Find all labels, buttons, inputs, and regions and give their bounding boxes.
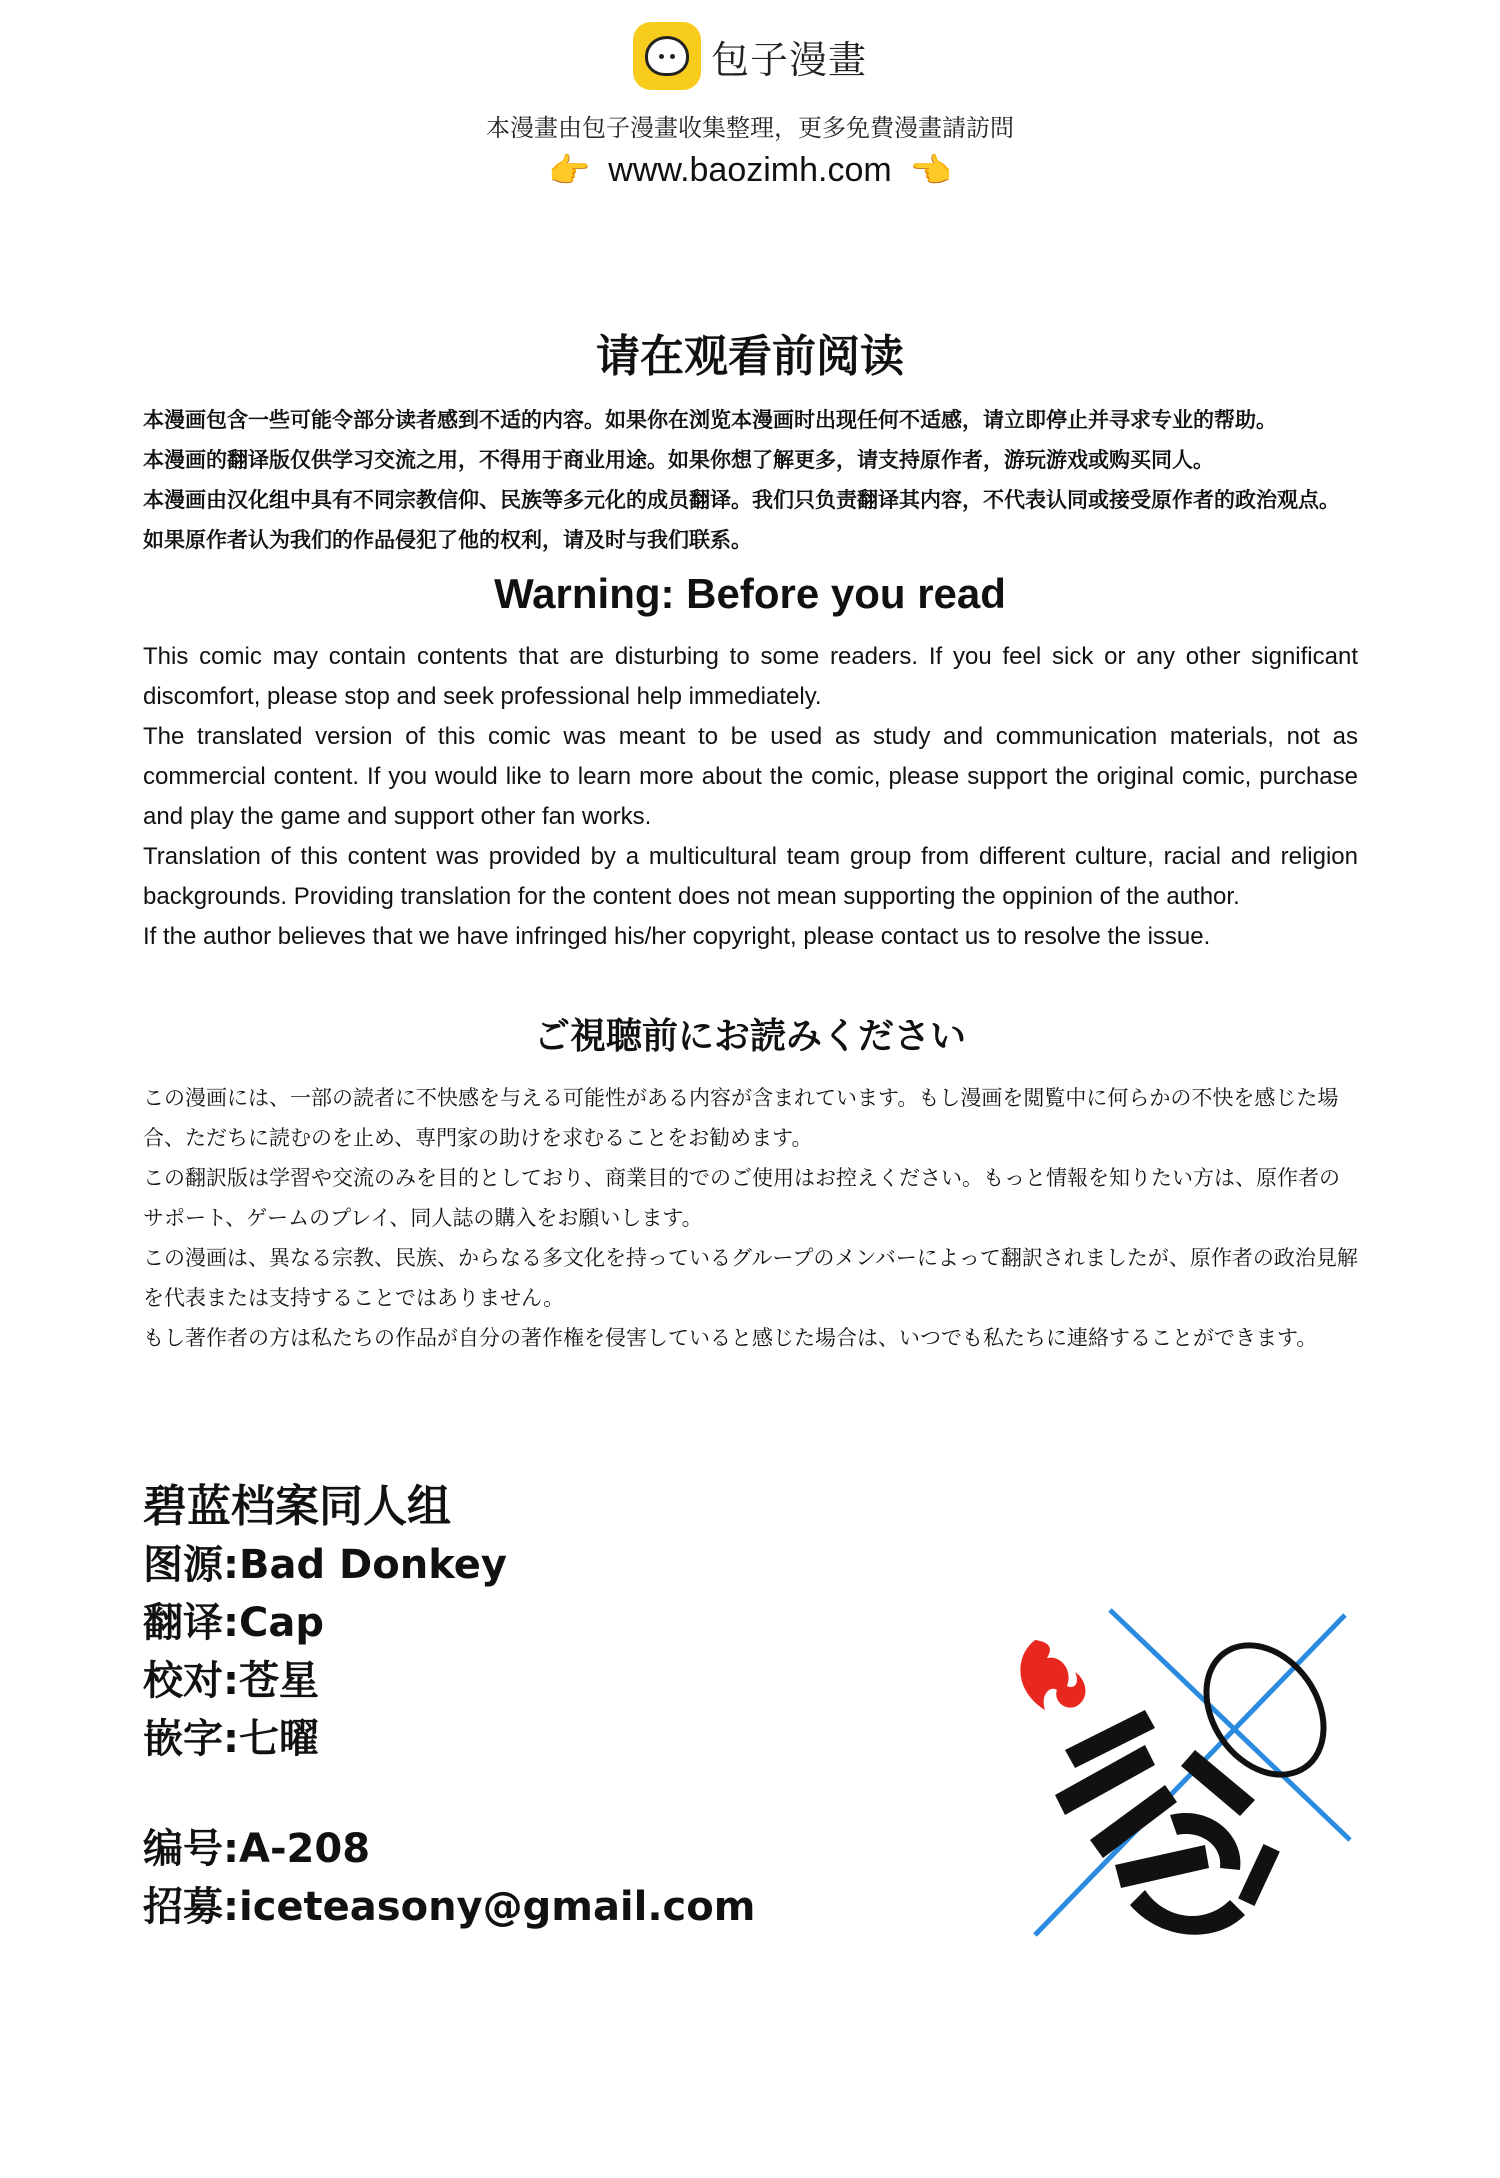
notice-paragraph: この翻訳版は学習や交流のみを目的としており、商業目的でのご使用はお控えください。もっと情報を知りたい方は、原作者のサポート、ゲームのプレイ、同人誌の購入をお願いします。 — [143, 1166, 1340, 1230]
brand-name: 包子漫畫 — [710, 37, 867, 82]
notice-body-japanese — [143, 1078, 1358, 1358]
notice-paragraph: The translated version of this comic was meant to be used as study and communication materials, not as commercial content. If you would like to learn more about the comic, please support the original comic, purchase and play the game and support other fan works. — [143, 723, 1358, 830]
recruit-email[interactable]: 招募:iceteasony@gmail.com — [143, 1884, 756, 1930]
notice-title-japanese: ご視聴前にお読みください — [533, 1016, 966, 1057]
group-name: 碧蓝档案同人组 — [143, 1481, 451, 1532]
pointing-right-icon: 👉 — [547, 150, 591, 191]
site-url-link[interactable]: www.baozimh.com — [608, 151, 892, 189]
notice-paragraph: この漫画は、異なる宗教、民族、からなる多文化を持っているグループのメンバーによって翻訳されましたが、原作者の政治見解を代表または支持することではありません。 — [143, 1246, 1358, 1310]
pointing-left-icon: 👈 — [909, 150, 953, 191]
notice-paragraph: この漫画には、一部の読者に不快感を与える可能性がある内容が含まれています。もし漫画を閲覧中に何らかの不快を感じた場合、ただちに読むのを止め、専門家の助けを求むることをお勧めます。 — [143, 1086, 1339, 1150]
team-emblem-icon — [995, 1600, 1370, 1940]
credit-typesetter: 嵌字:七曜 — [143, 1716, 319, 1762]
credit-proofreader: 校对:苍星 — [143, 1658, 319, 1704]
notice-line: 本漫画包含一些可能令部分读者感到不适的内容。如果你在浏览本漫画时出现任何不适感，请立即停止并寻求专业的帮助。 — [143, 408, 1277, 432]
issue-number: 编号:A-208 — [143, 1826, 371, 1872]
site-brand[interactable] — [633, 22, 867, 90]
steamed-bun-icon — [633, 22, 701, 90]
notice-title-chinese: 请在观看前阅读 — [596, 331, 904, 382]
credits-block — [143, 1478, 755, 1936]
flame-icon — [1020, 1640, 1085, 1710]
notice-line: 本漫画的翻译版仅供学习交流之用，不得用于商业用途。如果你想了解更多，请支持原作者，游玩游戏或购买同人。 — [143, 448, 1214, 472]
notice-paragraph: This comic may contain contents that are disturbing to some readers. If you feel sick or any other significant discomfort, please stop and seek professional help immediately. — [143, 643, 1358, 710]
site-url-row — [548, 151, 952, 190]
credit-source: 图源:Bad Donkey — [143, 1542, 507, 1588]
notice-body-english — [143, 637, 1358, 957]
emblem-cross-line — [1035, 1615, 1345, 1935]
site-header — [0, 22, 1500, 190]
notice-paragraph: もし著作者の方は私たちの作品が自分の著作権を侵害していると感じた場合は、いつでも私たちに連絡することができます。 — [143, 1326, 1318, 1350]
notice-line: 本漫画由汉化组中具有不同宗教信仰、民族等多元化的成员翻译。我们只负责翻译其内容，不代表认同或接受原作者的政治观点。 — [143, 488, 1340, 512]
site-note: 本漫畫由包子漫畫收集整理，更多免費漫畫請訪問 — [486, 114, 1014, 142]
notice-paragraph: If the author believes that we have infringed his/her copyright, please contact us to resolve the issue. — [143, 923, 1211, 950]
notice-title-english: Warning: Before you read — [494, 570, 1006, 617]
credit-translator: 翻译:Cap — [143, 1600, 324, 1646]
notice-line: 如果原作者认为我们的作品侵犯了他的权利，请及时与我们联系。 — [143, 528, 752, 552]
notice-paragraph: Translation of this content was provided by a multicultural team group from different culture, racial and religion backgrounds. Providing translation for the content does not mean supporting the oppinion of the author. — [143, 843, 1358, 910]
notice-body-chinese — [143, 400, 1358, 560]
